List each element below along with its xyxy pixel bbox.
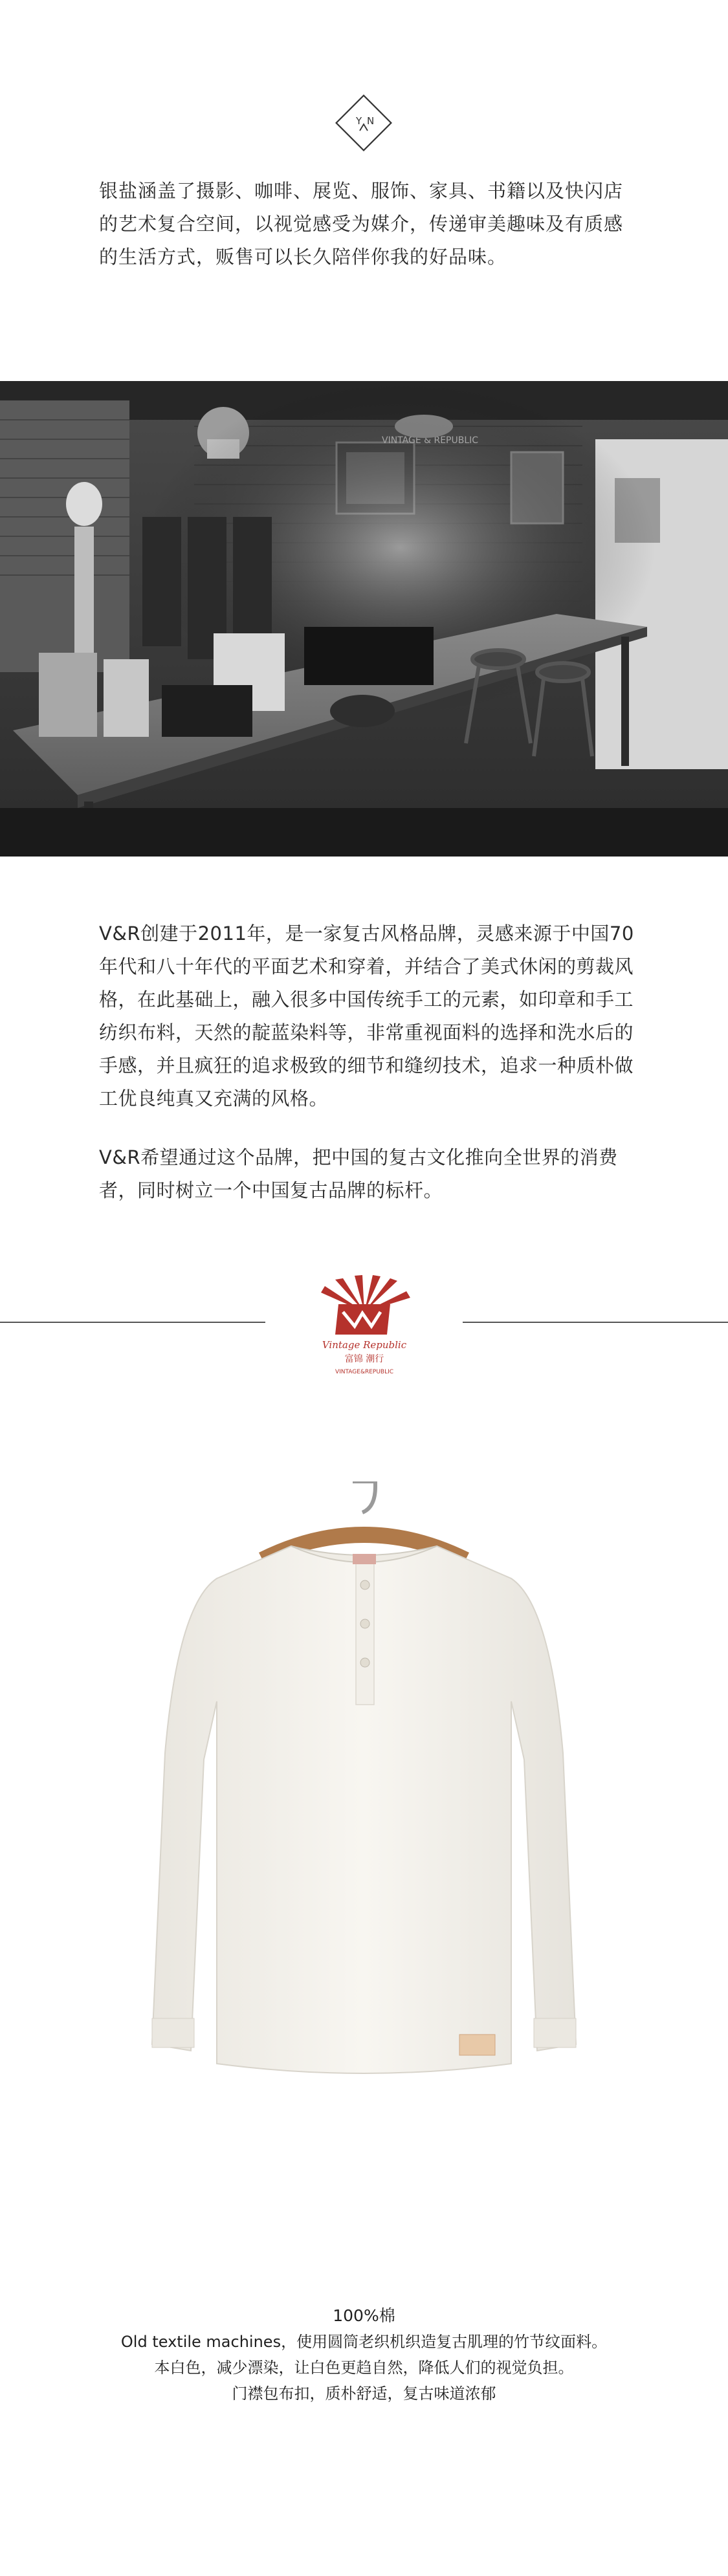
detail-line-color: 本白色，减少漂染，让白色更趋自然，降低人们的视觉负担。 xyxy=(154,2359,574,2377)
brand-divider xyxy=(0,1273,728,1396)
white-henley-shirt-photo xyxy=(97,1481,631,2174)
badge-cn-text: 富锦 潮行 xyxy=(344,1354,384,1364)
store-interior-photo xyxy=(0,381,728,857)
product-details xyxy=(65,2303,663,2407)
svg-text:N: N xyxy=(367,115,375,127)
badge-sub-text: VINTAGE&REPUBLIC xyxy=(335,1369,394,1375)
story-paragraph-1: V&R创建于2011年，是一家复古风格品牌，灵感来源于中国70年代和八十年代的平面艺术和穿着，并结合了美式休闲的剪裁风格，在此基础上，融入很多中国传统手工的元素，如印章和手工纺织布料，天然的靛蓝染料等，非常重视面料的选择和洗水后的手感，并且疯狂的追求极致的细节和缝纫技术，追求一种质朴做工优良纯真又充满的风格。 xyxy=(99,922,634,1109)
brand-logo-icon xyxy=(331,91,396,155)
detail-line-material: 100%棉 xyxy=(333,2306,395,2325)
divider-line-left xyxy=(0,1322,265,1323)
vintage-republic-badge-icon xyxy=(309,1273,419,1383)
divider-line-right xyxy=(463,1322,728,1323)
badge-script-text: Vintage Republic xyxy=(322,1339,407,1351)
story-paragraph-2: V&R希望通过这个品牌，把中国的复古文化推向全世界的消费者，同时树立一个中国复古品牌的标杆。 xyxy=(99,1146,618,1201)
detail-line-button: 门襟包布扣，质朴舒适，复古味道浓郁 xyxy=(232,2385,496,2403)
detail-line-fabric: Old textile machines，使用圆筒老织机织造复古肌理的竹节纹面料。 xyxy=(120,2333,608,2351)
svg-text:Y: Y xyxy=(356,115,362,127)
intro-paragraph: 银盐涵盖了摄影、咖啡、展览、服饰、家具、书籍以及快闪店的艺术复合空间，以视觉感受为媒介，传递审美趣味及有质感的生活方式，贩售可以长久陪伴你我的好品味。 xyxy=(99,180,624,268)
brand-story xyxy=(99,917,636,1207)
